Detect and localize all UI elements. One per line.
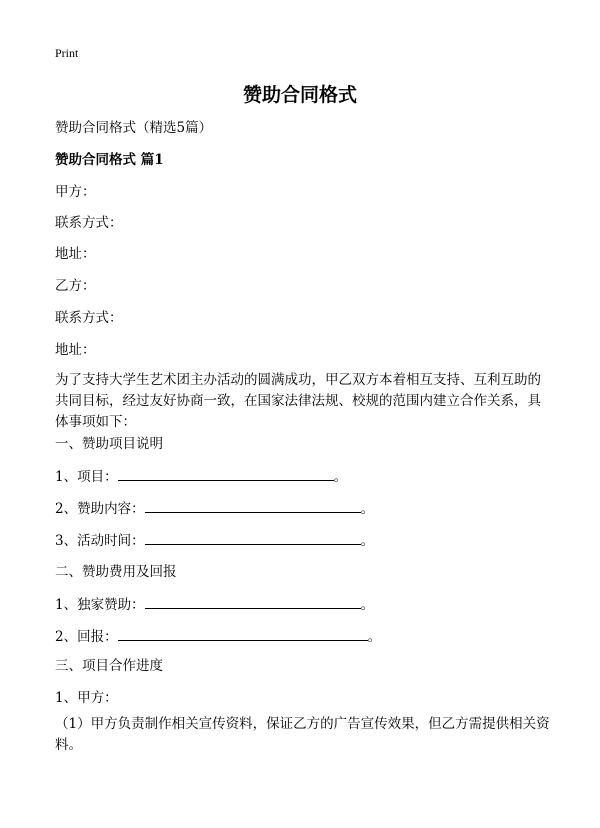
blank-line <box>145 594 361 609</box>
section-1-heading: 一、赞助项目说明 <box>55 436 163 452</box>
section-title: 赞助合同格式 篇1 <box>55 152 164 168</box>
clause-paragraph: （1）甲方负责制作相关宣传资料，保证乙方的广告宣传效果，但乙方需提供相关资料。 <box>55 716 550 753</box>
contact-a-label: 联系方式： <box>55 215 123 231</box>
blank-line <box>118 626 368 641</box>
party-a-label: 甲方： <box>55 184 96 200</box>
item-label: 1、项目： <box>55 469 118 485</box>
item-label: 2、回报： <box>55 629 118 645</box>
list-item <box>55 626 381 647</box>
period: 。 <box>360 501 375 517</box>
item-label: 2、赞助内容： <box>55 501 145 517</box>
address-b-label: 地址： <box>55 342 96 358</box>
party-b-label: 乙方： <box>55 278 96 294</box>
intro-paragraph: 为了支持大学生艺术团主办活动的圆满成功，甲乙双方本着相互支持、互利互助的共同目标，经过友好协商一致，在国家法律法规、校规的范围内建立合作关系，具体事项如下： <box>55 372 541 430</box>
address-a-label: 地址： <box>55 246 96 262</box>
item-label: 1、独家赞助： <box>55 597 145 613</box>
list-item <box>55 498 374 519</box>
period: 。 <box>367 629 382 645</box>
section-3-heading: 三、项目合作进度 <box>55 658 163 674</box>
list-item <box>55 594 374 615</box>
list-item <box>55 530 374 551</box>
blank-line <box>118 466 334 481</box>
blank-line <box>145 530 361 545</box>
section-2-heading: 二、赞助费用及回报 <box>55 564 177 580</box>
period: 。 <box>333 469 348 485</box>
list-item <box>55 466 347 487</box>
print-link[interactable]: Print <box>55 46 79 60</box>
contact-b-label: 联系方式： <box>55 310 123 326</box>
page-title: 赞助合同格式 <box>242 84 357 106</box>
blank-line <box>145 498 361 513</box>
document-subtitle: 赞助合同格式（精选5篇） <box>55 120 213 136</box>
section-3-item-1: 1、甲方： <box>55 690 118 706</box>
period: 。 <box>360 533 375 549</box>
item-label: 3、活动时间： <box>55 533 145 549</box>
period: 。 <box>360 597 375 613</box>
